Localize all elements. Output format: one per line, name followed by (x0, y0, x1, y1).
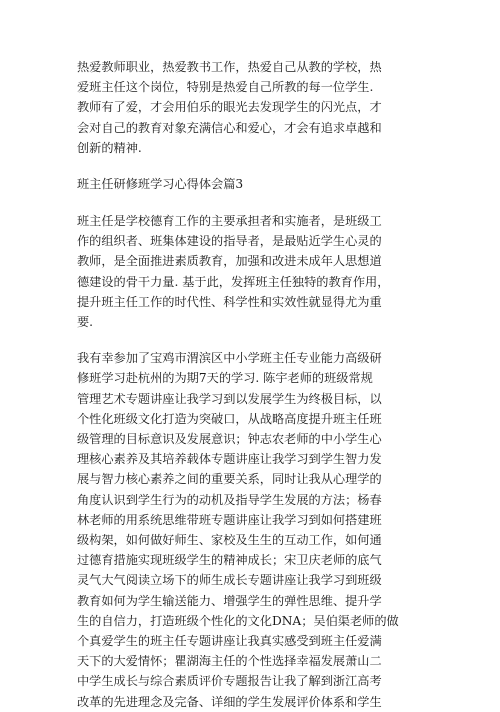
text-line: 爱班主任这个岗位，特别是热爱自己所教的每一位学生. (77, 80, 374, 95)
text-line: 理核心素养及其培养载体专题讲座让我学习到学生智力发 (77, 452, 382, 467)
text-line: 改革的先进理念及完备、详细的学生发展评价体系和学生 (77, 694, 382, 709)
text-line: 级管理的目标意识及发展意识；钟志农老师的中小学生心 (77, 432, 382, 447)
text-line: 管理艺术专题讲座让我学习到以发展学生为终极目标，以 (77, 391, 382, 406)
text-line: 会对自己的教育对象充满信心和爱心，才会有追求卓越和 (77, 120, 382, 135)
paragraph-1 (77, 57, 425, 158)
text-line: 中学生成长与综合素质评价专题报告让我了解到浙江高考 (77, 674, 382, 689)
document-page (77, 57, 425, 712)
text-line: 我有幸参加了宝鸡市渭滨区中小学班主任专业能力高级研 (77, 351, 382, 366)
text-line: 作的组织者、班集体建设的指导者，是最贴近学生心灵的 (77, 234, 382, 249)
paragraph-3 (77, 348, 425, 712)
text-line: 角度认识到学生行为的动机及指导学生发展的方法；杨春 (77, 492, 382, 507)
text-line: 热爱教师职业，热爱教书工作，热爱自己从教的学校，热 (77, 60, 382, 74)
text-line: 教育如何为学生输送能力、增强学生的弹性思维、提升学 (77, 593, 382, 608)
text-line: 班主任是学校德育工作的主要承担者和实施者，是班级工 (77, 214, 382, 229)
section-heading: 班主任研修班学习心得体会篇3 (77, 177, 244, 192)
text-line: 生的自信力，打造班级个性化的文化DNA；吴伯渠老师的做 (77, 613, 399, 628)
text-line: 个性化班级文化打造为突破口，从战略高度提升班主任班 (77, 411, 382, 426)
text-line: 个真爱学生的班主任专题讲座让我真实感受到班主任爱满 (77, 634, 382, 649)
text-line: 修班学习赴杭州的为期7天的学习. 陈宇老师的班级常规 (77, 371, 373, 386)
text-line: 级构架，如何做好师生、家校及生生的互动工作，如何通 (77, 533, 382, 548)
text-line: 林老师的用系统思维带班专题讲座让我学习到如何搭建班 (77, 512, 382, 527)
text-line: 教师，是全面推进素质教育，加强和改进未成年人思想道 (77, 254, 382, 269)
text-line: 展与智力核心素养之间的重要关系，同时让我从心理学的 (77, 472, 382, 487)
text-line: 提升班主任工作的时代性、科学性和实效性就显得尤为重 (77, 294, 382, 309)
text-line: 德建设的骨干力量. 基于此，发挥班主任独特的教育作用， (77, 274, 390, 289)
text-line: 创新的精神. (77, 140, 142, 155)
text-line: 灵气大气阅读立场下的师生成长专题讲座让我学习到班级 (77, 573, 382, 588)
text-line: 教师有了爱，才会用伯乐的眼光去发现学生的闪光点，才 (77, 100, 382, 115)
text-line: 要. (77, 315, 94, 330)
paragraph-2 (77, 211, 425, 332)
text-line: 天下的大爱情怀；瞿湖海主任的个性选择幸福发展萧山二 (77, 654, 382, 669)
text-line: 过德育措施实现班级学生的精神成长；宋卫庆老师的底气 (77, 553, 382, 568)
